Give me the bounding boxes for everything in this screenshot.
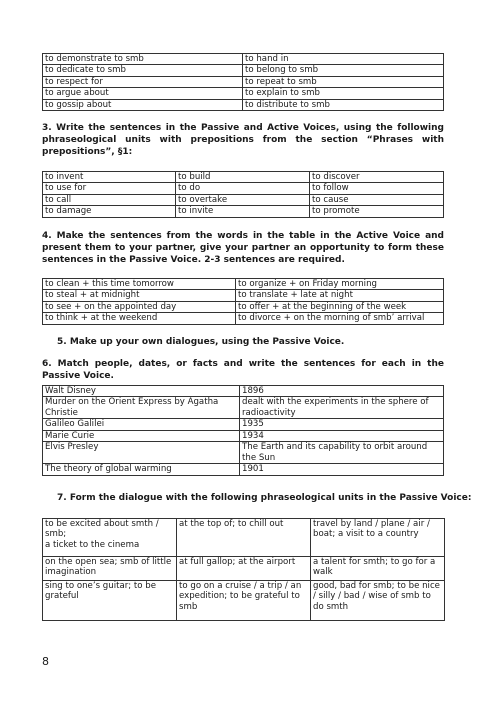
table-cell — [177, 519, 311, 557]
table-row — [43, 313, 444, 324]
cell-line: at the top of; to chill out — [179, 519, 284, 529]
table-row — [43, 54, 444, 65]
table-cell: to repeat to smb — [243, 76, 444, 87]
table-cell: to build — [176, 172, 310, 183]
task-5-heading: 5. Make up your own dialogues, using the Passive Voice. — [57, 337, 345, 347]
table-cell — [43, 557, 177, 581]
table-cell: to discover — [310, 172, 444, 183]
table-cell: to see + on the appointed day — [43, 301, 236, 312]
table-cell: to clean + this time tomorrow — [43, 279, 236, 290]
table-cell: to invite — [176, 206, 310, 217]
table-cell — [177, 557, 311, 581]
table-cell: to cause — [310, 194, 444, 205]
table-cell: to dedicate to smb — [43, 65, 243, 76]
table-row — [43, 386, 444, 397]
table-cell: to damage — [43, 206, 176, 217]
cell-line: to go on a cruise / a trip / an expedition; to be grateful to smb — [179, 581, 302, 612]
table-row — [43, 172, 444, 183]
table-cell: to distribute to smb — [243, 99, 444, 110]
table-row — [43, 76, 444, 87]
table-cell: 1901 — [240, 464, 444, 475]
table-cell — [177, 581, 311, 621]
table-cell: to invent — [43, 172, 176, 183]
table-cell: The Earth and its capability to orbit around the Sun — [240, 442, 444, 464]
task-4-heading: 4. Make the sentences from the words in the table in the Active Voice and present them to your partner, give your partner an opportunity to form these sentences in the Passive Voice. 2-3 sentences are required. — [42, 231, 444, 265]
table-cell: to follow — [310, 183, 444, 194]
cell-line: good, bad for smb; to be nice / silly / bad / wise of smb to do smth — [313, 581, 440, 612]
table-row — [43, 301, 444, 312]
table-cell: 1896 — [240, 386, 444, 397]
table-row — [43, 397, 444, 419]
cell-line: at full gallop; at the airport — [179, 557, 296, 567]
words-table — [42, 278, 444, 325]
cell-line: on the open sea; smb of little imagination — [45, 557, 172, 578]
table-cell: Murder on the Orient Express by Agatha Christie — [43, 397, 240, 419]
table-cell: Marie Curie — [43, 430, 240, 441]
table-row — [43, 581, 445, 621]
table-cell — [43, 581, 177, 621]
table-cell: to demonstrate to smb — [43, 54, 243, 65]
table-cell: to call — [43, 194, 176, 205]
cell-line: a talent for smth; to go for a walk — [313, 557, 436, 578]
table-cell — [311, 581, 445, 621]
table-cell: to gossip about — [43, 99, 243, 110]
table-cell: Elvis Presley — [43, 442, 240, 464]
table-cell: to respect for — [43, 76, 243, 87]
table-row — [43, 519, 445, 557]
table-cell: to overtake — [176, 194, 310, 205]
table-cell: to explain to smb — [243, 88, 444, 99]
table-row — [43, 88, 444, 99]
cell-line: to be excited about smth / smb; — [45, 519, 159, 540]
table-row — [43, 464, 444, 475]
task-7-heading: 7. Form the dialogue with the following phraseological units in the Passive Voice: — [57, 493, 472, 503]
table-row — [43, 442, 444, 464]
table-row — [43, 557, 445, 581]
table-row — [43, 419, 444, 430]
table-row — [43, 99, 444, 110]
table-cell: Walt Disney — [43, 386, 240, 397]
table-cell — [43, 519, 177, 557]
table-cell: to translate + late at night — [236, 290, 444, 301]
table-cell: to argue about — [43, 88, 243, 99]
table-cell: to offer + at the beginning of the week — [236, 301, 444, 312]
table-row — [43, 183, 444, 194]
table-cell: to divorce + on the morning of smb’ arrival — [236, 313, 444, 324]
table-cell: 1934 — [240, 430, 444, 441]
table-cell — [311, 557, 445, 581]
table-cell: to promote — [310, 206, 444, 217]
match-table — [42, 385, 444, 476]
cell-line: a ticket to the cinema — [45, 539, 140, 550]
cell-line: sing to one’s guitar; to be grateful — [45, 581, 156, 602]
table-row — [43, 279, 444, 290]
table-row — [43, 194, 444, 205]
table-row — [43, 430, 444, 441]
phrases-table-1 — [42, 53, 444, 111]
table-row — [43, 206, 444, 217]
table-row — [43, 65, 444, 76]
table-cell: Galileo Galilei — [43, 419, 240, 430]
table-cell — [311, 519, 445, 557]
table-cell: to steal + at midnight — [43, 290, 236, 301]
page-number: 8 — [42, 655, 49, 668]
table-cell: to hand in — [243, 54, 444, 65]
cell-line: travel by land / plane / air / boat; a visit to a country — [313, 519, 430, 540]
table-cell: to think + at the weekend — [43, 313, 236, 324]
table-cell: to do — [176, 183, 310, 194]
task-6-heading: 6. Match people, dates, or facts and write the sentences for each in the Passive Voice. — [42, 359, 444, 381]
table-cell: dealt with the experiments in the sphere of radioactivity — [240, 397, 444, 419]
table-cell: to belong to smb — [243, 65, 444, 76]
table-cell: to use for — [43, 183, 176, 194]
table-cell: 1935 — [240, 419, 444, 430]
table-cell: to organize + on Friday morning — [236, 279, 444, 290]
task-3-heading: 3. Write the sentences in the Passive and Active Voices, using the following phraseological units with prepositions from the section “Phrases with prepositions”, §1: — [42, 123, 444, 157]
phraseological-units-table — [42, 518, 445, 621]
phrases-table-2 — [42, 171, 444, 218]
table-row — [43, 290, 444, 301]
table-cell: The theory of global warming — [43, 464, 240, 475]
